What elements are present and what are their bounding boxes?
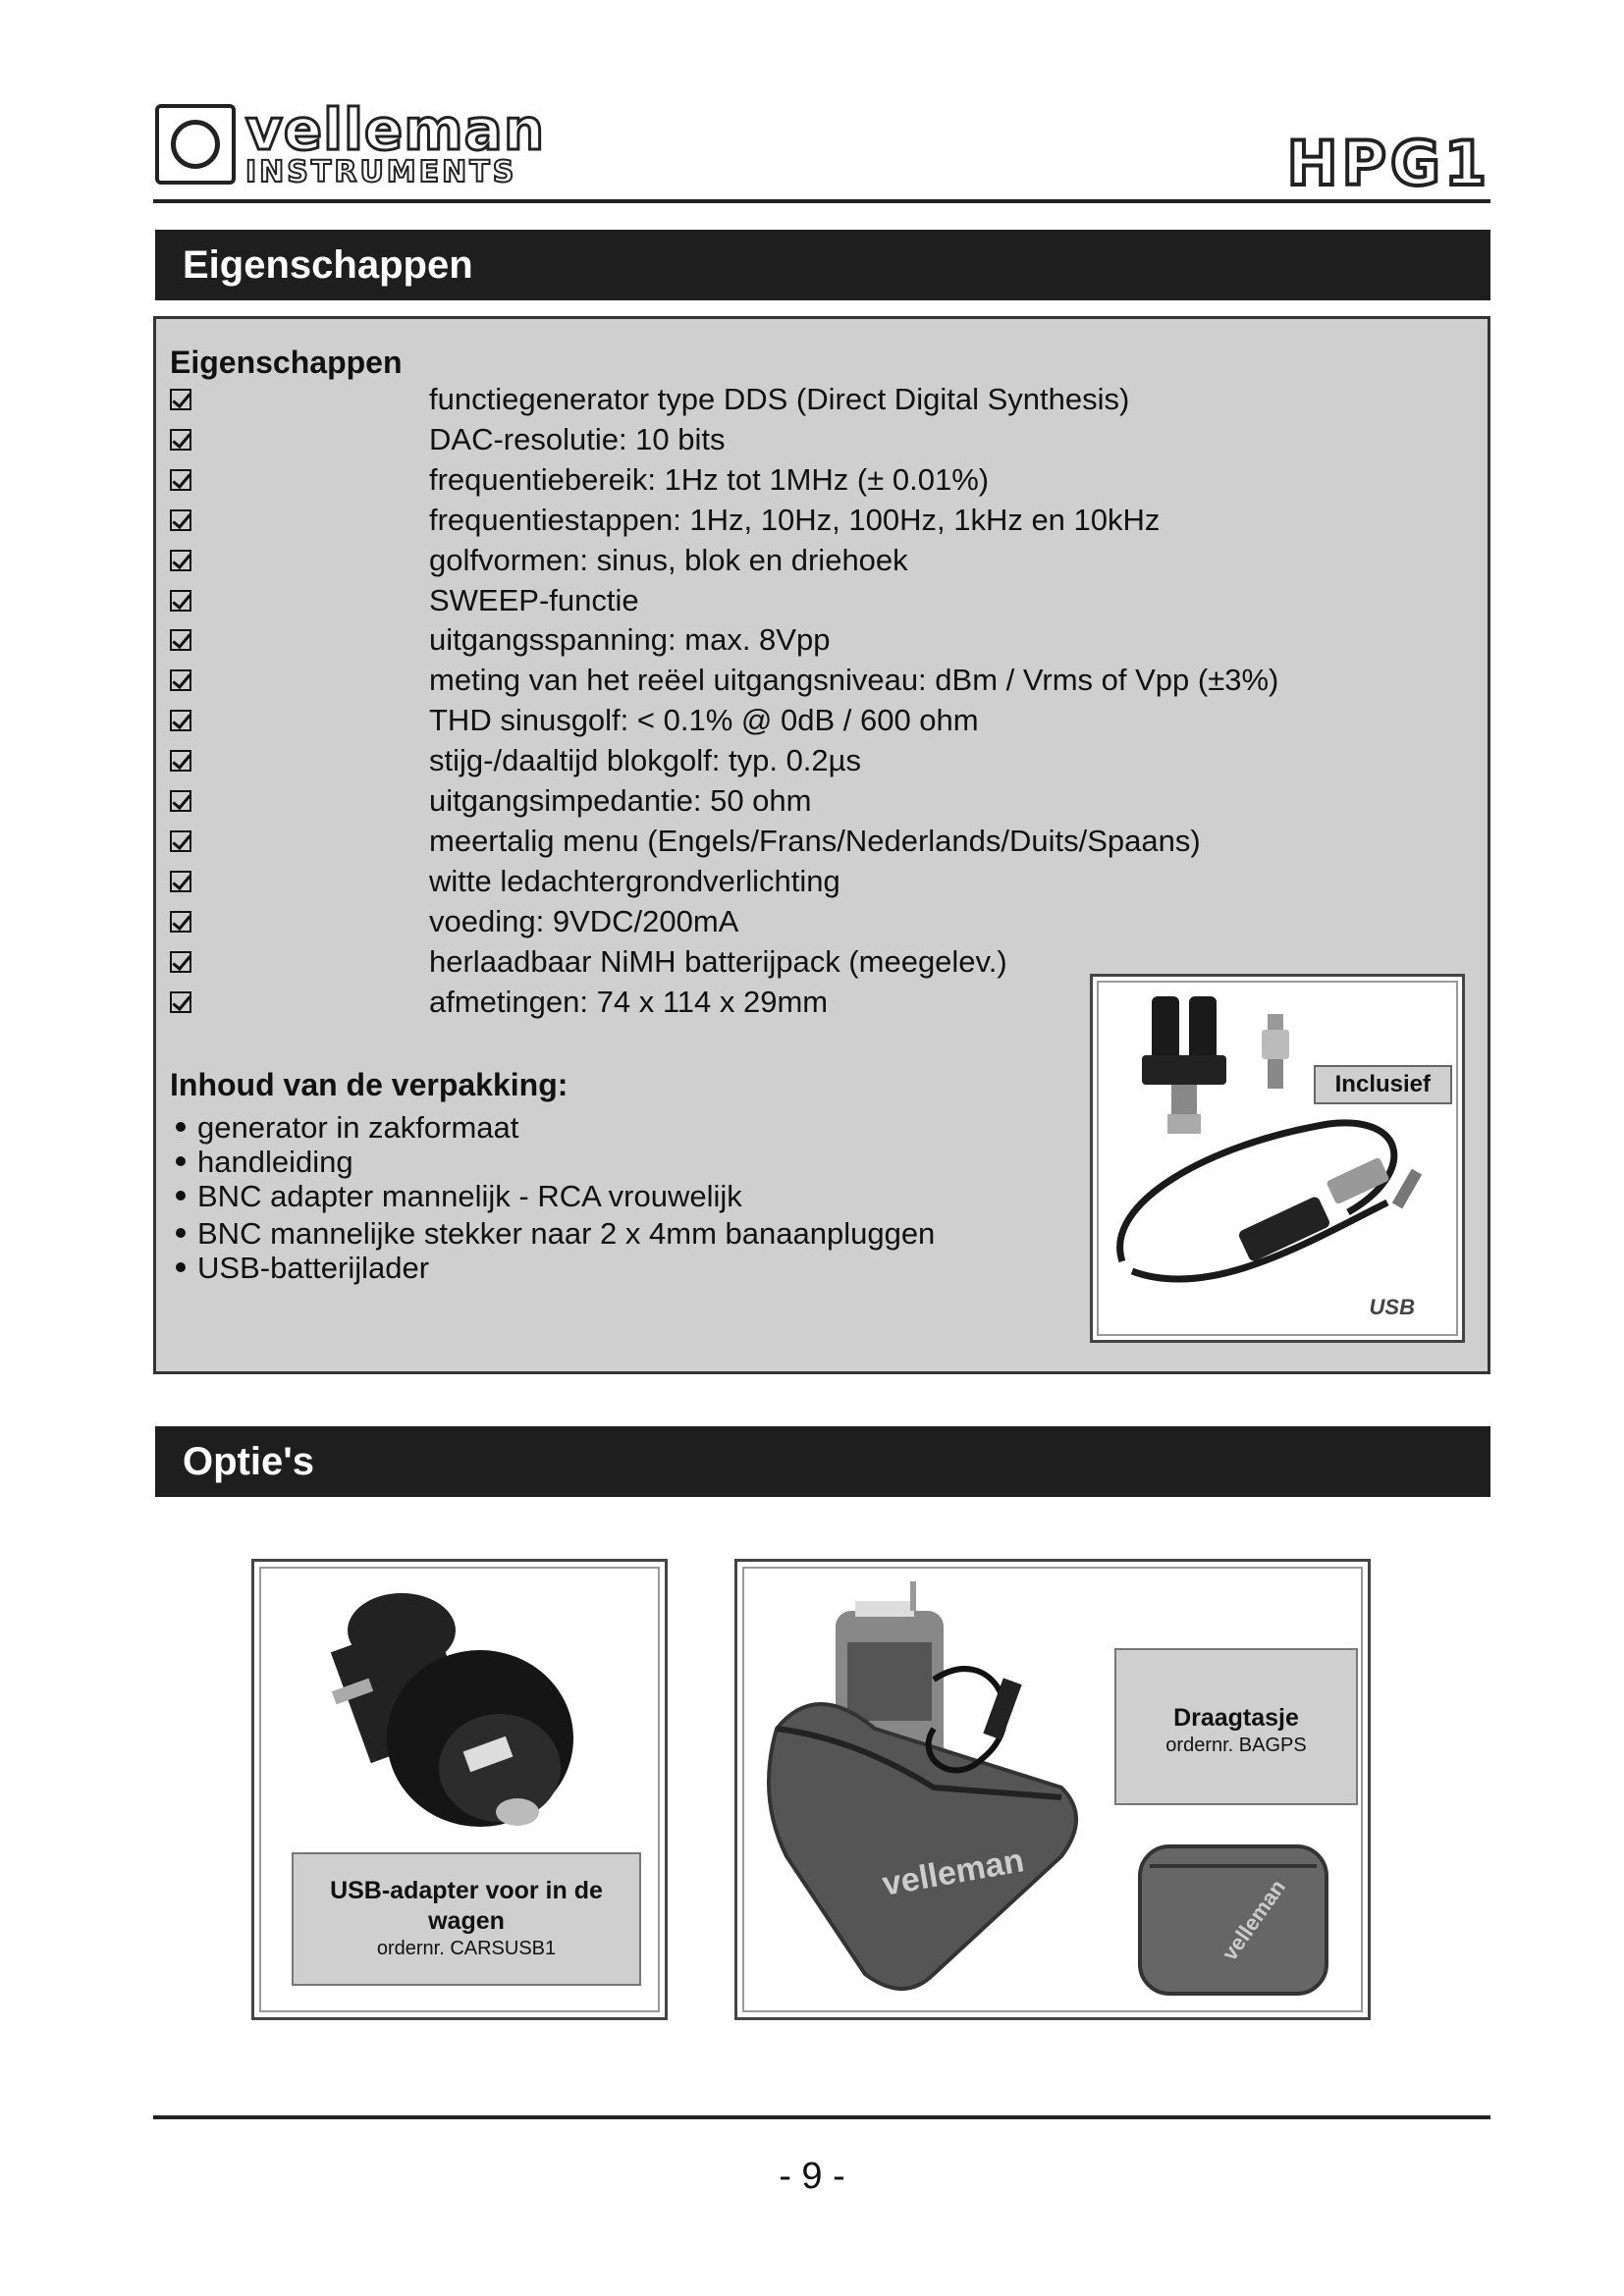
contents-text: USB-batterijlader — [197, 1251, 430, 1285]
checkbox-checked-icon — [170, 550, 191, 571]
brand-sub: INSTRUMENTS — [245, 155, 517, 189]
feature-text: herlaadbaar NiMH batterijpack (meegelev.) — [429, 943, 1007, 979]
option-order-number: ordernr. BAGPS — [1165, 1735, 1307, 1756]
option-carry-bag — [734, 1559, 1371, 2020]
contents-item — [170, 1110, 518, 1146]
contents-item — [170, 1145, 353, 1180]
checkbox-checked-icon — [170, 830, 191, 852]
feature-item — [170, 380, 1250, 419]
feature-item — [170, 620, 1250, 660]
feature-item — [170, 862, 1250, 901]
checkbox-checked-icon — [170, 509, 191, 531]
model-name: HPG1 — [1286, 128, 1490, 199]
feature-item — [170, 420, 1250, 459]
feature-item — [170, 983, 1250, 1022]
feature-text: THD sinusgolf: < 0.1% @ 0dB / 600 ohm — [429, 703, 979, 738]
feature-text: frequentiebereik: 1Hz tot 1MHz (± 0.01%) — [429, 461, 990, 497]
feature-item — [170, 701, 1250, 740]
checkbox-checked-icon — [170, 991, 191, 1013]
feature-item — [170, 781, 1250, 821]
feature-text: functiegenerator type DDS (Direct Digital Synthesis) — [429, 382, 1130, 416]
included-label: Inclusief — [1314, 1065, 1452, 1104]
header-rule — [153, 199, 1490, 203]
footer-rule — [153, 2115, 1490, 2119]
feature-item — [170, 741, 1250, 780]
velleman-logo — [155, 96, 587, 189]
feature-text: witte ledachtergrondverlichting — [429, 863, 840, 898]
car-adapter-image — [254, 1562, 665, 1856]
feature-text: meting van het reëel uitgangsniveau: dBm / Vrms of Vpp (±3%) — [429, 663, 1279, 698]
checkbox-checked-icon — [170, 429, 191, 451]
checkbox-checked-icon — [170, 389, 191, 410]
velleman-emblem-icon — [155, 104, 236, 185]
feature-item — [170, 501, 1250, 540]
contents-item — [170, 1251, 429, 1286]
contents-heading: Inhoud van de verpakking: — [170, 1067, 568, 1102]
contents-text: BNC adapter mannelijk - RCA vrouwelijk — [197, 1179, 742, 1213]
feature-text: afmetingen: 74 x 114 x 29mm — [429, 984, 829, 1019]
feature-text: uitgangsspanning: max. 8Vpp — [429, 622, 831, 658]
checkbox-checked-icon — [170, 629, 191, 651]
contents-item — [170, 1216, 935, 1252]
bullet-icon — [176, 1191, 186, 1201]
checkbox-checked-icon — [170, 951, 191, 973]
brand-name: velleman — [245, 96, 546, 163]
checkbox-checked-icon — [170, 590, 191, 612]
bullet-icon — [176, 1156, 186, 1166]
option-title: USB-adapter voor in de wagen — [330, 1877, 603, 1935]
feature-item — [170, 661, 1279, 700]
bullet-icon — [176, 1122, 186, 1132]
small-bag-brand-text: velleman — [1217, 1875, 1291, 1965]
section-title-eigenschappen: Eigenschappen — [155, 230, 1490, 300]
accessories-image — [1093, 977, 1462, 1340]
checkbox-checked-icon — [170, 871, 191, 892]
feature-item — [170, 942, 1250, 982]
checkbox-checked-icon — [170, 911, 191, 933]
feature-text: meertalig menu (Engels/Frans/Nederlands/Duits/Spaans) — [429, 823, 1201, 858]
checkbox-checked-icon — [170, 790, 191, 812]
feature-text: voeding: 9VDC/200mA — [429, 903, 739, 938]
checkbox-checked-icon — [170, 710, 191, 731]
feature-text: DAC-resolutie: 10 bits — [429, 421, 726, 456]
included-accessories-photo — [1090, 974, 1465, 1343]
checkbox-checked-icon — [170, 750, 191, 772]
section-title-opties: Optie's — [155, 1426, 1490, 1497]
option-caption-bag — [1114, 1648, 1358, 1805]
contents-text: BNC mannelijke stekker naar 2 x 4mm banaanpluggen — [197, 1216, 936, 1251]
checkbox-checked-icon — [170, 669, 191, 691]
feature-item — [170, 902, 1250, 941]
feature-text: golfvormen: sinus, blok en driehoek — [429, 542, 908, 577]
contents-text: handleiding — [197, 1145, 353, 1179]
bullet-icon — [176, 1228, 186, 1238]
option-order-number: ordernr. CARSUSB1 — [376, 1938, 557, 1959]
contents-text: generator in zakformaat — [197, 1110, 519, 1145]
option-car-usb-adapter — [251, 1559, 668, 2020]
option-title: Draagtasje — [1173, 1704, 1299, 1732]
features-heading: Eigenschappen — [170, 345, 403, 380]
feature-item — [170, 460, 1250, 500]
feature-text: frequentiestappen: 1Hz, 10Hz, 100Hz, 1kHz en 10kHz — [429, 502, 1161, 537]
feature-item — [170, 581, 1250, 620]
feature-text: stijg-/daaltijd blokgolf: typ. 0.2µs — [429, 743, 862, 778]
contents-item — [170, 1179, 742, 1214]
bag-brand-text: velleman — [879, 1842, 1027, 1903]
checkbox-checked-icon — [170, 469, 191, 491]
page-number: - 9 - — [779, 2156, 845, 2197]
feature-text: uitgangsimpedantie: 50 ohm — [429, 783, 812, 818]
bullet-icon — [176, 1262, 186, 1272]
feature-text: SWEEP-functie — [429, 582, 639, 617]
option-caption-car-usb — [292, 1852, 641, 1986]
usb-mark: USB — [1369, 1295, 1415, 1319]
feature-item — [170, 541, 1250, 580]
feature-item — [170, 822, 1250, 861]
